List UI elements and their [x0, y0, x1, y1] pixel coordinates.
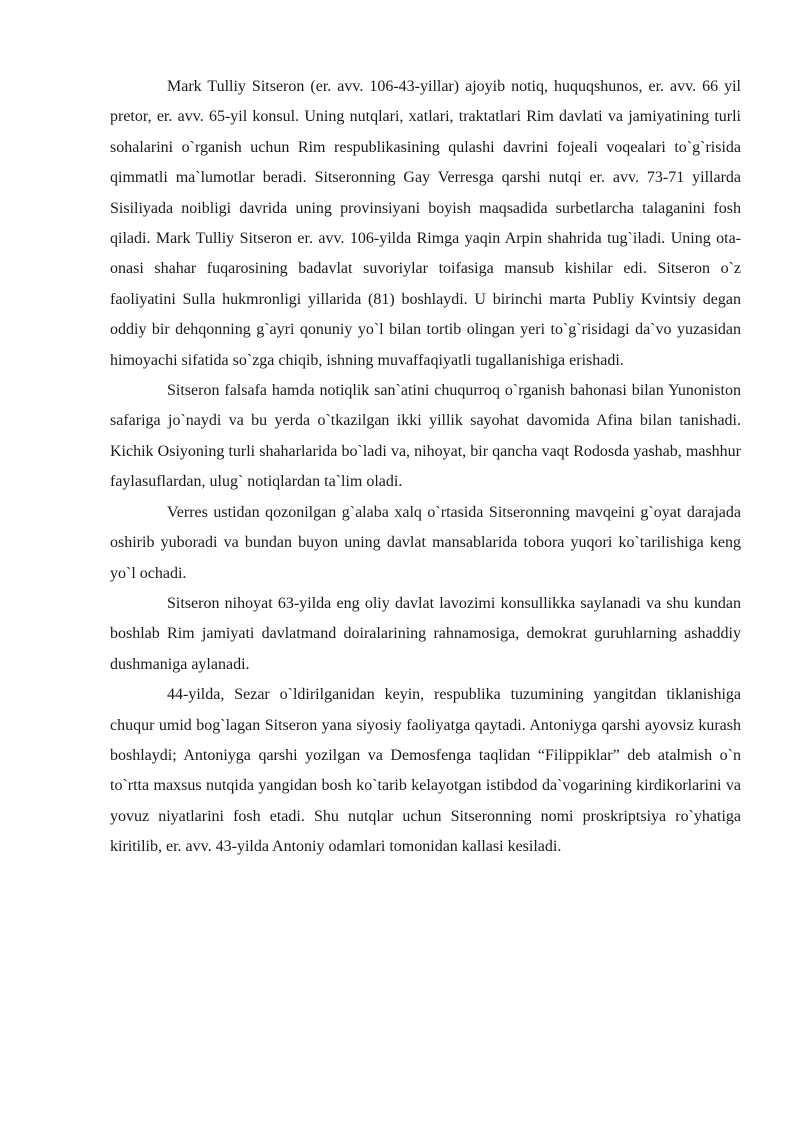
paragraph-5: 44-yilda, Sezar o`ldirilganidan keyin, respublika tuzumining yangitdan tiklanishiga chuqur umid bog`lagan Sitseron yana siyosiy faoliyatga qaytadi. Antoniyga qarshi ayovsiz kurash boshlaydi; Antoniyga qarshi yozilgan va Demosfenga taqlidan “Filippiklar” deb atalmish o`n to`rtta maxsus nutqida yangidan bosh ko`tarib kelayotgan istibdod da`vogarining kirdikorlarini va yovuz niyatlarini fosh etadi. Shu nutqlar uchun Sitseronning nomi proskriptsiya ro`yhatiga kiritilib, er. avv. 43-yilda Antoniy odamlari tomonidan kallasi kesiladi.: [110, 686, 741, 856]
paragraph-2: Sitseron falsafa hamda notiqlik san`atini chuqurroq o`rganish bahonasi bilan Yunoniston safariga jo`naydi va bu yerda o`tkazilgan ikki yillik sayohat davomida Afina bilan tanishadi. Kichik Osiyoning turli shaharlarida bo`ladi va, nihoyat, bir qancha vaqt Rodosda yashab, mashhur faylasuflardan, ulug` notiqlardan ta`lim oladi.: [110, 382, 741, 491]
document-body: [110, 72, 741, 863]
paragraph-1: Mark Tulliy Sitseron (er. avv. 106-43-yillar) ajoyib notiq, huquqshunos, er. avv. 66 yil pretor, er. avv. 65-yil konsul. Uning nutqlari, xatlari, traktatlari Rim davlati va jamiyatining turli sohalarini o`rganish uchun Rim respublikasining qulashi davrini fojeali voqealari to`g`risida qimmatli ma`lumotlar beradi. Sitseronning Gay Verresga qarshi nutqi er. avv. 73-71 yillarda Sisiliyada noibligi davrida uning provinsiyani boyish maqsadida surbetlarcha talaganini fosh qiladi. Mark Tulliy Sitseron er. avv. 106-yilda Rimga yaqin Arpin shahrida tug`iladi. Uning ota-onasi shahar fuqarosining badavlat suvoriylar toifasiga mansub kishilar edi. Sitseron o`z faoliyatini Sulla hukmronligi yillarida (81) boshlaydi. U birinchi marta Publiy Kvintsiy degan oddiy bir dehqonning g`ayri qonuniy yo`l bilan tortib olingan yeri to`g`risidagi da`vo yuzasidan himoyachi sifatida so`zga chiqib, ishning muvaffaqiyatli tugallanishiga erishadi.: [110, 78, 741, 369]
paragraph-4: Sitseron nihoyat 63-yilda eng oliy davlat lavozimi konsullikka saylanadi va shu kundan boshlab Rim jamiyati davlatmand doiralarining rahnamosiga, demokrat guruhlarning ashaddiy dushmaniga aylanadi.: [110, 594, 741, 673]
paragraph-3: Verres ustidan qozonilgan g`alaba xalq o`rtasida Sitseronning mavqeini g`oyat darajada oshirib yuboradi va bundan buyon uning davlat mansablarida tobora yuqori ko`tarilishiga keng yo`l ochadi.: [110, 503, 741, 582]
